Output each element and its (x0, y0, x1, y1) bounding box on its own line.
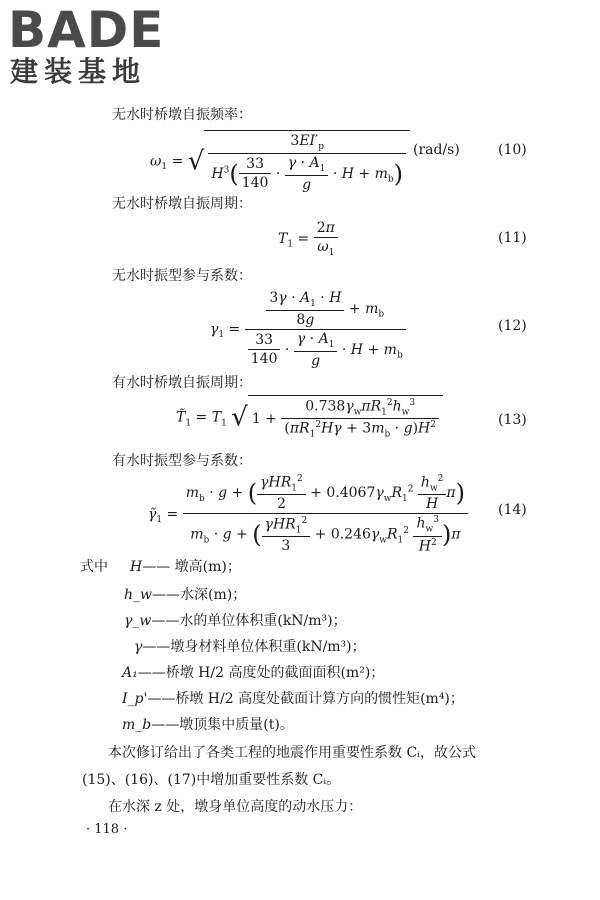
equation-11-number: (11) (498, 230, 527, 246)
label-period-dry: 无水时桥墩自振周期： (112, 196, 252, 212)
equation-11: $T_1$ = $\frac{2\pi}{\omega_1}$ (278, 220, 338, 258)
equation-10: $\omega_1$ = √ $3EI'_p$ $H^3$( $\frac{33}{140}$ · $\frac{\gamma \cdot A_1}{g}$ · $H + m_b$) (150, 130, 410, 193)
page-number: · 118 · (86, 822, 128, 837)
definition-item (124, 584, 246, 604)
definition-symbol: m_b (122, 717, 152, 733)
label-frequency: 无水时桥墩自振频率： (112, 107, 252, 123)
definition-item (130, 556, 241, 576)
definition-item (134, 636, 366, 656)
equation-12-number: (12) (498, 318, 527, 334)
definition-symbol: A₁ (122, 665, 138, 681)
equation-13-number: (13) (498, 412, 527, 428)
definition-symbol: h_w (124, 587, 152, 603)
label-mode-dry: 无水时振型参与系数： (112, 268, 252, 284)
equation-12: $\gamma_1$ = $\frac{3\gamma \cdot A_1 \cdot H}{8g}$ + $m_b$ $\frac{33}{140}$ · $\frac{\gamma \cdot A_1}{g}$ · $H + m_b$ (210, 290, 406, 369)
paragraph-revision-line1: 本次修订给出了各类工程的地震作用重要性系数 Cᵢ，故公式 (108, 745, 476, 761)
equation-10-number: (10) (498, 142, 527, 158)
label-mode-wet: 有水时振型参与系数： (112, 453, 252, 469)
definition-symbol: I_p' (122, 691, 148, 707)
paragraph-hydrodynamic: 在水深 z 处，墩身单位高度的动水压力： (108, 799, 363, 815)
logo-subtext: 建装基地 (10, 55, 147, 88)
paragraph-revision-line2: (15)、(16)、(17)中增加重要性系数 Cᵢ。 (82, 772, 341, 788)
definition-text: ——水深(m)； (152, 587, 247, 603)
definition-symbol: γ (134, 639, 143, 655)
definition-symbol: γ_w (124, 613, 152, 629)
definition-text: ——墩顶集中质量(t)。 (151, 717, 294, 733)
logo (8, 1, 165, 88)
definition-text: ——水的单位体积重(kN/m³)； (151, 613, 347, 629)
label-period-wet: 有水时桥墩自振周期： (112, 375, 252, 391)
definition-text: ——桥墩 H/2 高度处截面计算方向的惯性矩(m⁴)； (147, 691, 464, 707)
logo-text: BADE (8, 1, 165, 59)
equation-10-unit: (rad/s) (413, 142, 460, 158)
definition-item (124, 610, 347, 630)
equation-14: $\gammã_1$ = $m_b \cdot g$ + ( $\frac{\gamma HR_1^2}{2}$ + $0.4067\gamma_wR_1^2$ $\frac{h_w^2}{H}$ π) $m_b \cdot g$ + ( $\frac{\gamma HR_1^2}{3}$ + $0.246\gamma_wR_1^2$ $\frac{h_w^3}{H^2}$ )π (148, 474, 468, 555)
definition-item (122, 714, 294, 734)
equation-13: $T̃_1 = T_1$ √ 1 + $\frac{0.738\gamma_w\pi R_1^2h_w^3}{(\pi R_1^2H\gamma + 3m_b \cdot g)H^2}$ (176, 395, 443, 440)
definition-symbol: H (130, 559, 143, 575)
definition-text: ——墩身材料单位体积重(kN/m³)； (142, 639, 366, 655)
equation-14-number: (14) (498, 502, 527, 518)
definition-item (122, 662, 384, 682)
definition-text: ——桥墩 H/2 高度处的截面面积(m²)； (137, 665, 385, 681)
definitions-intro: 式中 (80, 559, 108, 575)
definition-item (122, 688, 464, 708)
definition-text: —— 墩高(m)； (142, 559, 241, 575)
